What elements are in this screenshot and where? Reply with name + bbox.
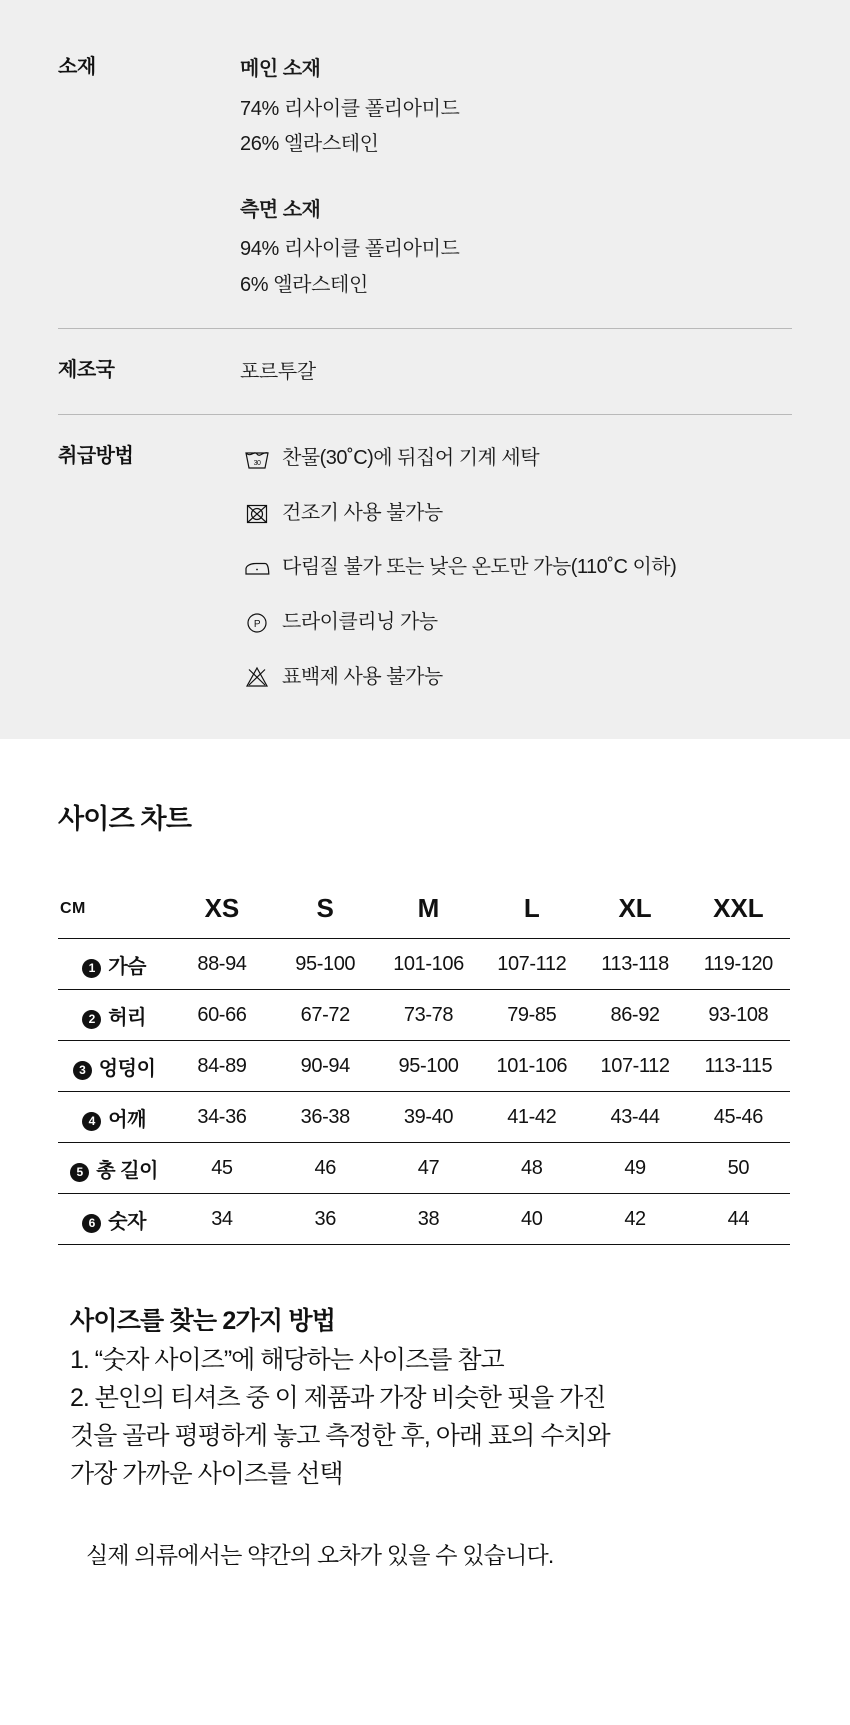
size-column-header: L xyxy=(523,893,540,924)
measurement-name: 허리 xyxy=(108,1007,147,1030)
size-column-header: XXL xyxy=(713,893,764,924)
material-composition-line: 6% 엘라스테인 xyxy=(240,273,368,296)
material-composition-line: 26% 엘라스테인 xyxy=(240,133,379,156)
no-tumble-dry-icon xyxy=(240,501,274,527)
measurement-value: 67-72 xyxy=(300,1004,350,1027)
material-body xyxy=(240,52,792,304)
no-bleach-icon xyxy=(240,664,274,690)
material-group-title: 메인 소재 xyxy=(240,58,321,80)
table-row xyxy=(58,990,790,1041)
dry-clean-p-icon xyxy=(240,610,274,636)
measurement-value: 47 xyxy=(417,1157,440,1180)
measurement-name: 어깨 xyxy=(108,1109,147,1132)
measurement-number-badge: 3 xyxy=(73,1061,92,1080)
measurement-value: 84-89 xyxy=(197,1055,247,1078)
table-row xyxy=(58,1194,790,1245)
material-row xyxy=(58,52,792,328)
measurement-value: 48 xyxy=(521,1157,543,1180)
measurement-label xyxy=(58,1041,170,1092)
measurement-name: 가슴 xyxy=(108,956,147,979)
table-row xyxy=(58,939,790,990)
measurement-name: 총 길이 xyxy=(96,1160,159,1183)
care-label: 취급방법 xyxy=(58,445,134,468)
svg-text:P: P xyxy=(253,618,261,630)
measurement-label xyxy=(58,1194,170,1245)
measurement-number-badge: 6 xyxy=(82,1214,101,1233)
care-instruction-item xyxy=(240,550,792,586)
measurement-label xyxy=(58,990,170,1041)
size-chart-header xyxy=(58,882,790,939)
care-instruction-item xyxy=(240,605,792,641)
measurement-value: 41-42 xyxy=(507,1106,557,1129)
origin-row xyxy=(58,328,792,415)
size-guide-section xyxy=(0,1245,850,1630)
care-instruction-text: 표백제 사용 불가능 xyxy=(282,665,443,688)
measurement-value: 42 xyxy=(624,1208,646,1231)
measurement-value: 79-85 xyxy=(507,1004,557,1027)
measurement-label xyxy=(58,1092,170,1143)
measurement-value: 101-106 xyxy=(393,953,464,976)
measurement-label xyxy=(58,939,170,990)
measurement-value: 113-118 xyxy=(601,953,669,976)
care-row xyxy=(58,414,792,699)
size-guide-note: 실제 의류에서는 약간의 오차가 있을 수 있습니다. xyxy=(86,1542,554,1569)
measurement-value: 86-92 xyxy=(610,1004,660,1027)
material-group-title: 측면 소재 xyxy=(240,198,321,221)
origin-label: 제조국 xyxy=(58,358,115,381)
measurement-value: 119-120 xyxy=(703,953,773,976)
measurement-value: 39-40 xyxy=(403,1106,454,1129)
measurement-value: 90-94 xyxy=(300,1055,350,1078)
size-guide-line: 가장 가까운 사이즈를 선택 xyxy=(70,1460,343,1489)
size-column-header: XL xyxy=(618,893,652,924)
size-guide-title: 사이즈를 찾는 2가지 방법 xyxy=(70,1307,336,1336)
measurement-value: 38 xyxy=(417,1208,440,1231)
measurement-value: 36-38 xyxy=(300,1106,350,1129)
care-instruction-text: 건조기 사용 불가능 xyxy=(282,501,443,524)
measurement-number-badge: 1 xyxy=(82,959,101,978)
table-row xyxy=(58,1041,790,1092)
measurement-name: 엉덩이 xyxy=(98,1058,156,1081)
care-instruction-list xyxy=(240,441,792,695)
measurement-value: 45-46 xyxy=(713,1106,763,1129)
size-guide-line: 1. “숫자 사이즈”에 해당하는 사이즈를 참고 xyxy=(70,1346,504,1375)
size-guide-line: 2. 본인의 티셔츠 중 이 제품과 가장 비슷한 핏을 가진 xyxy=(70,1384,606,1413)
measurement-value: 107-112 xyxy=(497,953,567,976)
origin-value: 포르투갈 xyxy=(240,360,316,383)
care-instruction-text: 드라이클리닝 가능 xyxy=(282,610,438,633)
measurement-value: 93-108 xyxy=(708,1004,769,1027)
care-instruction-text: 다림질 불가 또는 낮은 온도만 가능(110˚C 이하) xyxy=(282,556,677,579)
measurement-value: 44 xyxy=(727,1208,750,1231)
measurement-label xyxy=(58,1143,170,1194)
material-label: 소재 xyxy=(58,56,96,78)
measurement-value: 36 xyxy=(314,1208,336,1231)
material-composition-line: 94% 리사이클 폴리아미드 xyxy=(240,238,460,261)
measurement-value: 40 xyxy=(521,1208,543,1231)
size-column-header: S xyxy=(316,893,334,924)
size-chart-table xyxy=(58,882,790,1245)
care-instruction-text: 찬물(30˚C)에 뒤집어 기계 세탁 xyxy=(282,447,540,470)
measurement-value: 46 xyxy=(314,1157,336,1180)
care-instruction-item xyxy=(240,496,792,532)
material-group-side xyxy=(240,193,792,304)
measurement-value: 43-44 xyxy=(610,1106,660,1129)
size-chart-section xyxy=(0,739,850,1245)
size-column-header: M xyxy=(417,893,440,924)
measurement-value: 113-115 xyxy=(704,1055,773,1078)
material-composition-line: 74% 리사이클 폴리아미드 xyxy=(240,97,460,120)
measurement-number-badge: 4 xyxy=(82,1112,101,1131)
measurement-value: 88-94 xyxy=(197,953,247,976)
size-chart-unit: CM xyxy=(60,899,86,917)
table-row xyxy=(58,1092,790,1143)
measurement-name: 숫자 xyxy=(108,1211,147,1234)
measurement-value: 60-66 xyxy=(197,1004,247,1027)
measurement-value: 34-36 xyxy=(197,1106,247,1129)
measurement-value: 107-112 xyxy=(600,1055,670,1078)
measurement-number-badge: 2 xyxy=(82,1010,101,1029)
measurement-value: 73-78 xyxy=(403,1004,454,1027)
size-column-header: XS xyxy=(204,893,240,924)
svg-text:30: 30 xyxy=(253,459,261,467)
measurement-value: 50 xyxy=(727,1157,750,1180)
measurement-value: 101-106 xyxy=(496,1055,568,1078)
measurement-value: 34 xyxy=(211,1208,233,1231)
measurement-value: 45 xyxy=(211,1157,233,1180)
table-row xyxy=(58,1143,790,1194)
low-iron-icon xyxy=(240,555,274,581)
wash-30-icon xyxy=(240,446,274,472)
size-chart-title: 사이즈 차트 xyxy=(58,804,192,835)
measurement-value: 95-100 xyxy=(295,953,356,976)
measurement-value: 95-100 xyxy=(398,1055,459,1078)
specification-section xyxy=(0,0,850,739)
measurement-number-badge: 5 xyxy=(70,1163,89,1182)
size-guide-line: 것을 골라 평평하게 놓고 측정한 후, 아래 표의 수치와 xyxy=(70,1422,610,1451)
measurement-value: 49 xyxy=(624,1157,646,1180)
care-instruction-item xyxy=(240,441,792,477)
material-group-main xyxy=(240,52,792,163)
care-instruction-item xyxy=(240,660,792,696)
